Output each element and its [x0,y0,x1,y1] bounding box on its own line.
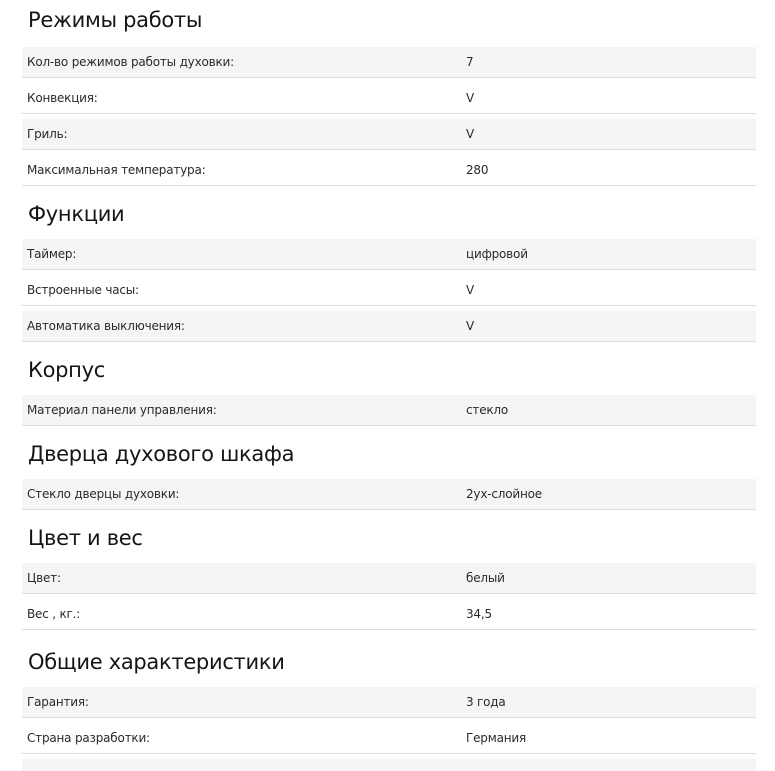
spec-label: Автоматика выключения: [27,319,185,333]
spec-row-door-glass [22,479,756,510]
spec-row-country [22,723,756,754]
section-general [22,642,756,771]
spec-row-grill [22,119,756,150]
spec-value: Германия [466,731,526,745]
section-title: Дверца духового шкафа [28,442,295,466]
spec-row-convection [22,83,756,114]
spec-row-warranty [22,687,756,718]
spec-label: Страна разработки: [27,731,150,745]
section-title: Корпус [28,358,105,382]
spec-row-oven-modes-count [22,47,756,78]
section-title: Цвет и вес [28,526,143,550]
spec-label: Цвет: [27,571,61,585]
spec-row-partial [22,759,756,771]
section-body [22,350,756,426]
spec-value: V [466,91,475,105]
spec-row-weight [22,599,756,630]
spec-value: V [466,283,475,297]
spec-value: 3 года [466,695,506,709]
section-title: Функции [28,202,125,226]
spec-label: Вес , кг.: [27,607,81,621]
spec-row-color [22,563,756,594]
spec-label: Максимальная температура: [27,163,206,177]
spec-label: Гарантия: [27,695,89,709]
spec-value: V [466,127,475,141]
spec-label: Кол-во режимов работы духовки: [27,55,234,69]
spec-value: 280 [466,163,489,177]
spec-label: Конвекция: [27,91,98,105]
section-operating-modes [22,0,756,186]
section-functions [22,194,756,342]
spec-label: Стекло дверцы духовки: [27,487,180,501]
specifications-table [22,0,756,771]
spec-row-builtin-clock [22,275,756,306]
spec-row-control-panel-material [22,395,756,426]
spec-value: V [466,319,475,333]
spec-row-max-temperature [22,155,756,186]
spec-value: 7 [466,55,474,69]
spec-label: Гриль: [27,127,68,141]
spec-value: стекло [466,403,509,417]
spec-row-auto-shutoff [22,311,756,342]
spec-label: Таймер: [27,247,77,261]
section-title: Общие характеристики [28,650,285,674]
spec-row-timer [22,239,756,270]
section-color-weight [22,518,756,630]
spec-label: Встроенные часы: [27,283,139,297]
spec-value: цифровой [466,247,528,261]
section-oven-door [22,434,756,510]
spec-value: 34,5 [466,607,492,621]
spec-value: белый [466,571,505,585]
spec-label: Материал панели управления: [27,403,217,417]
spec-value: 2ух-слойное [466,487,542,501]
section-title: Режимы работы [28,8,203,32]
